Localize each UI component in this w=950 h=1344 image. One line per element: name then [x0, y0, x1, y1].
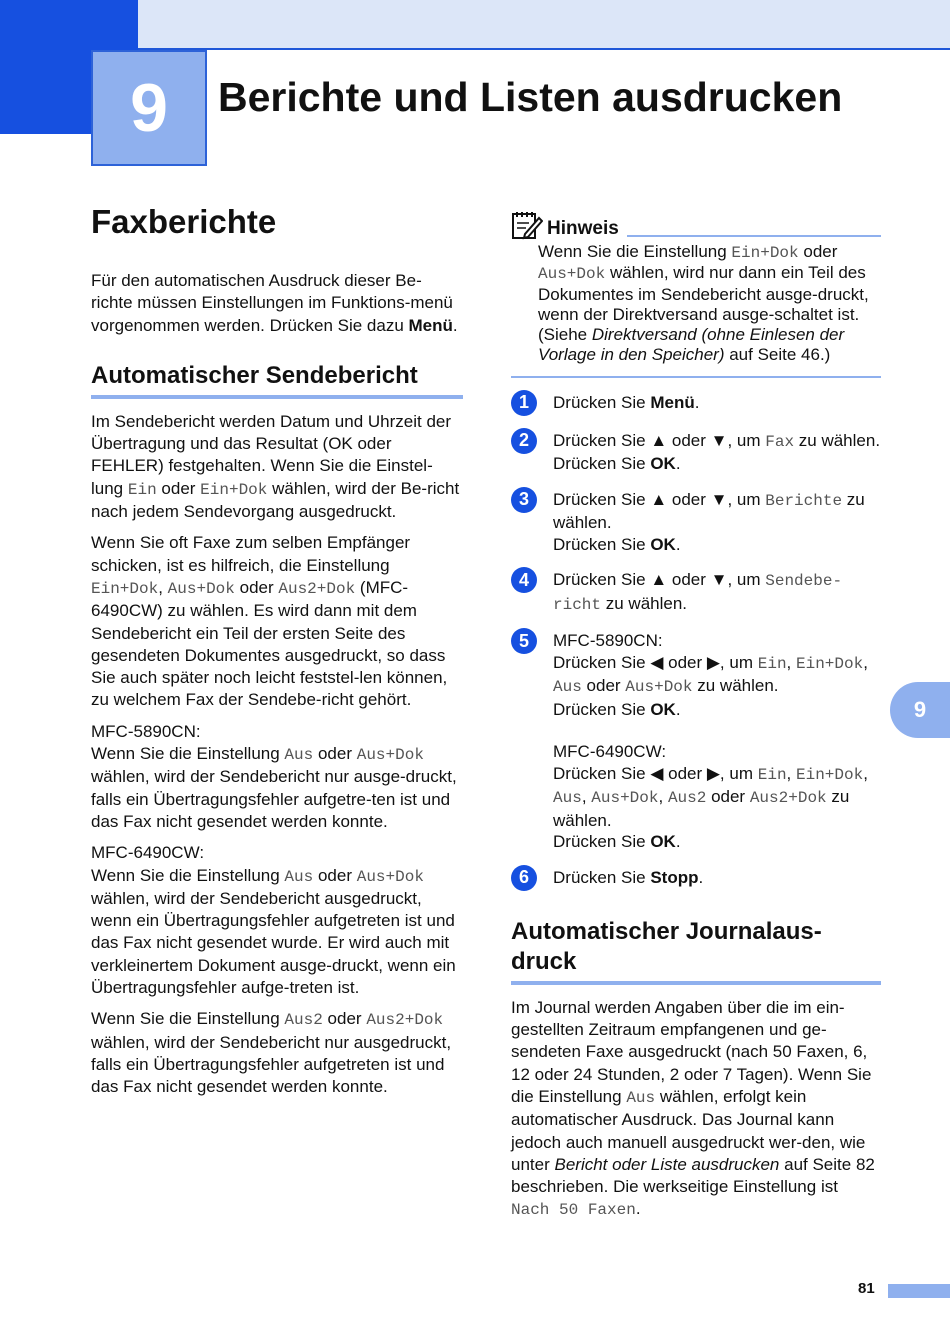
text: wählen, erfolgt kein automatischer Ausdruck. Das Journal kann jedoch auch manuell ausgedruckt wer-den, wie unter: [511, 1086, 866, 1174]
section-title: Faxberichte: [91, 203, 277, 240]
setting-value: Aus2: [667, 789, 707, 808]
note-title: Hinweis: [547, 218, 619, 239]
text: Drücken Sie: [553, 832, 651, 852]
text: Wenn Sie die Einstellung: [91, 865, 285, 885]
setting-value: Aus+Dok: [591, 789, 659, 808]
setting-value: Aus2+Dok: [749, 789, 827, 808]
text: Drücken Sie ◀ oder ▶, um: [553, 652, 758, 672]
text: Drücken Sie: [553, 392, 651, 412]
text: wählen, wird der Sendebericht nur ausgedruckt, falls ein Übertragungsfehler aufgetreten ist und das Fax nicht gesendet werden konnte.: [91, 1032, 452, 1097]
text: Drücken Sie: [553, 699, 651, 719]
text: wählen, wird der Sendebericht ausgedruckt, wenn ein Übertragungsfehler aufgetreten ist und das Fax nicht gesendet wurde. Er wird auch mit verkleinertem Dokument ausge-druckt, wenn ein Übertragungsfehler aufge-treten ist.: [91, 888, 456, 998]
text: Drücken Sie: [553, 867, 651, 887]
text: Drücken Sie ▲ oder ▼, um: [553, 430, 766, 450]
text: auf Seite 82 beschrieben. Die werkseitige Einstellung ist: [511, 1154, 875, 1197]
setting-value: Aus: [553, 678, 582, 697]
setting-value: Ein+Dok: [200, 480, 268, 499]
page-number-bar: [888, 1284, 950, 1298]
text: wählen, wird der Sendebericht nur ausge-druckt, falls ein Übertragungsfehler aufgetre-ten ist und das Fax nicht gesendet werden konnte.: [91, 767, 457, 831]
text: oder: [322, 1009, 367, 1029]
model-label: MFC-6490CW:: [91, 843, 205, 863]
setting-value: Fax: [765, 432, 795, 451]
intro-text: Für den automatischen Ausdruck dieser Be-richte müssen Einstellungen im Funktions-menü vorgenommen werden. Drücken Sie dazu: [91, 271, 453, 335]
paragraph-5: [91, 1008, 463, 1098]
note-header: [511, 210, 881, 240]
key-name: OK: [650, 699, 676, 719]
setting-value: Aus+Dok: [167, 579, 235, 598]
left-column: [91, 200, 463, 1108]
intro-end: .: [452, 315, 458, 335]
text: ,: [863, 763, 868, 783]
journal-paragraph: [511, 997, 881, 1222]
model-label: MFC-6490CW:: [553, 742, 667, 762]
text: .: [698, 867, 704, 887]
text: zu wählen.: [553, 489, 865, 533]
text: .: [635, 1199, 641, 1219]
setting-value: Sendebe-richt: [553, 572, 843, 614]
step-number: 1: [511, 390, 537, 416]
setting-value: Aus2+Dok: [366, 1011, 444, 1030]
model-label: MFC-5890CN:: [91, 721, 201, 741]
text: wählen, wird nur dann ein Teil des Dokumentes im Sendebericht ausge-druckt, wenn der Direktversand ausge-schaltet ist. (Siehe: [538, 263, 869, 345]
setting-value: Ein: [757, 654, 787, 673]
subsection-title: Automatischer Sendebericht: [91, 361, 463, 399]
text: .: [694, 392, 700, 412]
text: Drücken Sie: [553, 534, 651, 554]
text: Im Sendebericht werden Datum und Uhrzeit der Übertragung und das Resultat (OK oder FEHLER) festgehalten. Wenn Sie die Einstel-lung: [91, 411, 452, 498]
step-text: [553, 867, 703, 889]
cross-reference: Bericht oder Liste ausdrucken: [554, 1154, 780, 1174]
text: Drücken Sie ▲ oder ▼, um: [553, 489, 766, 509]
key-name: Stopp: [650, 867, 699, 887]
setting-value: Ein+Dok: [796, 654, 864, 673]
text: .: [675, 699, 681, 719]
step-text: [553, 489, 881, 556]
page-number: 81: [858, 1280, 875, 1297]
text: Drücken Sie: [553, 454, 651, 474]
text: zu wählen.: [553, 787, 850, 830]
setting-value: Aus2+Dok: [278, 579, 356, 598]
step-text: [553, 392, 699, 414]
text: Im Journal werden Angaben über die im ein-gestellten Zeitraum empfangenen und ge-sendeten Faxe ausgedruckt (nach 50 Faxen, 6, 12 oder 24 Stunden, 2 oder 7 Tagen). Wenn Sie die Einstellung: [511, 997, 872, 1106]
text: ,: [863, 652, 868, 672]
note-pencil-icon: [511, 210, 543, 240]
header-band: [0, 0, 950, 48]
text: Wenn Sie die Einstellung: [91, 744, 285, 764]
setting-value: Aus+Dok: [356, 867, 424, 886]
step-number: 6: [511, 865, 537, 891]
text: .: [675, 454, 681, 474]
setting-value: Ein+Dok: [731, 244, 799, 262]
setting-value: Ein+Dok: [91, 579, 159, 598]
text: Drücken Sie ▲ oder ▼, um: [553, 570, 766, 590]
setting-value: Aus: [626, 1088, 656, 1107]
setting-value: Berichte: [765, 491, 843, 510]
text: ,: [158, 577, 168, 597]
setting-value: Nach 50 Faxen: [511, 1201, 636, 1220]
note-body: [511, 242, 881, 366]
chapter-number: 9: [130, 70, 168, 146]
text: Wenn Sie oft Faxe zum selben Empfänger schicken, ist es hilfreich, die Einstellung: [91, 533, 411, 575]
text: ,: [658, 787, 668, 807]
text: oder: [798, 242, 838, 261]
setting-value: Aus: [284, 746, 314, 765]
step-number: 4: [511, 567, 537, 593]
text: Wenn Sie die Einstellung: [538, 242, 732, 261]
text: oder: [156, 478, 201, 498]
setting-value: Aus+Dok: [538, 265, 606, 284]
step-4: [511, 569, 881, 616]
text: ,: [786, 763, 796, 783]
header-rule: [138, 48, 950, 50]
step-number: 5: [511, 628, 537, 654]
text: Drücken Sie ◀ oder ▶, um: [553, 763, 758, 783]
text: Wenn Sie die Einstellung: [91, 1009, 285, 1029]
setting-value: Aus+Dok: [356, 746, 424, 765]
text: (MFC-6490CW) zu wählen. Es wird dann mit dem Sendebericht ein Teil der ersten Seite des gesendeten Dokumentes ausgedruckt, so dass Sie auch später noch leicht feststel-len können, zu welchem Fax der Sendebe-richt gehört.: [91, 577, 448, 710]
step-text: [553, 569, 881, 616]
intro-paragraph: [91, 270, 463, 337]
step-number: 3: [511, 487, 537, 513]
setting-value: Aus2: [284, 1011, 323, 1030]
step-text: [553, 430, 880, 475]
text: .: [675, 534, 681, 554]
setting-value: Ein+Dok: [796, 765, 864, 784]
step-5: [511, 630, 881, 853]
model-label: MFC-5890CN:: [553, 631, 663, 651]
text: zu wählen.: [601, 593, 688, 613]
text: oder: [706, 787, 750, 807]
key-name: OK: [650, 832, 676, 852]
key-name: OK: [650, 534, 676, 554]
paragraph-1: [91, 411, 463, 523]
text: oder: [313, 744, 357, 764]
menu-key: Menü: [408, 315, 453, 335]
text: ,: [581, 787, 592, 807]
setting-value: Ein: [757, 765, 787, 784]
step-number: 2: [511, 428, 537, 454]
step-text: [553, 630, 881, 853]
side-tab-number: 9: [913, 697, 927, 722]
setting-value: Aus: [553, 789, 582, 808]
chapter-number-box: [91, 50, 207, 166]
paragraph-2: [91, 532, 463, 711]
text: wählen, wird der Be-richt nach jedem Sendevorgang ausgedruckt.: [91, 478, 460, 522]
journal-title: Automatischer Journalaus-druck: [511, 917, 881, 985]
text: oder: [234, 577, 279, 597]
step-6: [511, 867, 881, 891]
step-1: [511, 392, 881, 416]
side-chapter-tab: [890, 682, 950, 738]
step-2: [511, 430, 881, 475]
setting-value: Aus: [284, 867, 314, 886]
chapter-title: Berichte und Listen ausdrucken: [218, 74, 843, 120]
spacer: [553, 720, 881, 741]
paragraph-4: [91, 842, 463, 999]
text: ,: [786, 652, 796, 672]
text: oder: [313, 865, 357, 885]
text: oder: [581, 676, 626, 696]
setting-value: Aus+Dok: [625, 678, 693, 697]
cross-reference: Direktversand (ohne Einlesen der Vorlage in den Speicher): [538, 325, 845, 365]
key-name: OK: [650, 454, 676, 474]
right-column: [511, 210, 881, 1231]
note-rule: [627, 235, 881, 237]
text: zu wählen.: [794, 430, 881, 450]
step-3: [511, 489, 881, 556]
note-end-rule: [511, 376, 881, 378]
key-name: Menü: [650, 392, 695, 412]
text: zu wählen.: [692, 676, 779, 696]
text: auf Seite 46.): [724, 345, 831, 365]
paragraph-3: [91, 721, 463, 833]
text: .: [675, 832, 681, 852]
setting-value: Ein: [127, 480, 157, 499]
